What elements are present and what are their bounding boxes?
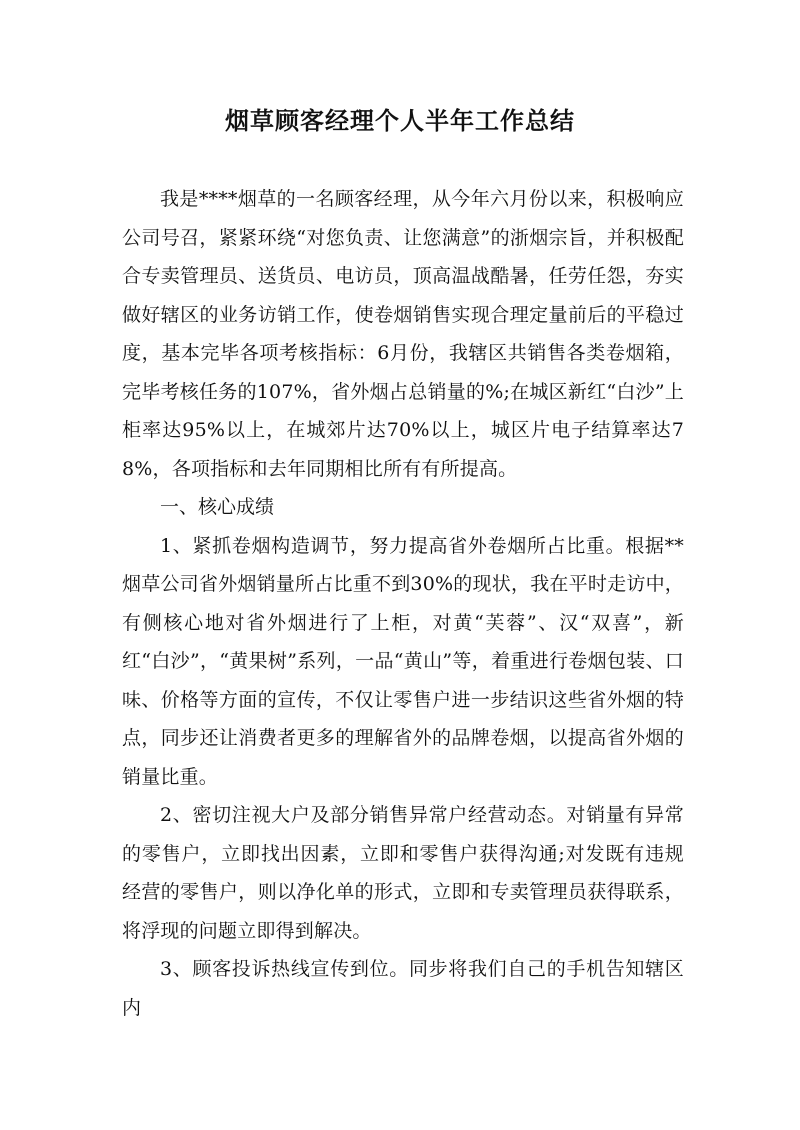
paragraph-item-3: 3、顾客投诉热线宣传到位。同步将我们自己的手机告知辖区内 [122, 958, 684, 1019]
paragraph-intro: 我是****烟草的一名顾客经理，从今年六月份以来，积极响应公司号召，紧紧环绕“对您负责、让您满意”的浙烟宗旨，并积极配合专卖管理员、送货员、电访员，顶高温战酷暑，任劳任怨，夯实做好辖区的业务访销工作，使卷烟销售实现合理定量前后的平稳过度，基本完毕各项考核指标：6月份，我辖区共销售各类卷烟箱，完毕考核任务的107%，省外烟占总销量的%;在城区新红“白沙”上柜率达95%以上，在城郊片达70%以上，城区片电子结算率达78%，各项指标和去年同期相比所有有所提高。 [122, 188, 684, 480]
document-body [122, 180, 684, 1027]
document-title: 烟草顾客经理个人半年工作总结 [225, 106, 575, 135]
paragraph-item-1: 1、紧抓卷烟构造调节，努力提高省外卷烟所占比重。根据**烟草公司省外烟销量所占比重不到30%的现状，我在平时走访中，有侧核心地对省外烟进行了上柜，对黄“芙蓉”、汉“双喜”，新红“白沙”，“黄果树”系列，一品“黄山”等，着重进行卷烟包装、口味、价格等方面的宣传，不仅让零售户进一步结识这些省外烟的特点，同步还让消费者更多的理解省外的品牌卷烟，以提高省外烟的销量比重。 [122, 534, 684, 788]
section-heading-core-achievements: 一、核心成绩 [160, 496, 275, 518]
paragraph-item-2: 2、密切注视大户及部分销售异常户经营动态。对销量有异常的零售户，立即找出因素，立即和零售户获得沟通;对发既有违规经营的零售户，则以净化单的形式，立即和专卖管理员获得联系，将浮现的问题立即得到解决。 [122, 804, 684, 942]
